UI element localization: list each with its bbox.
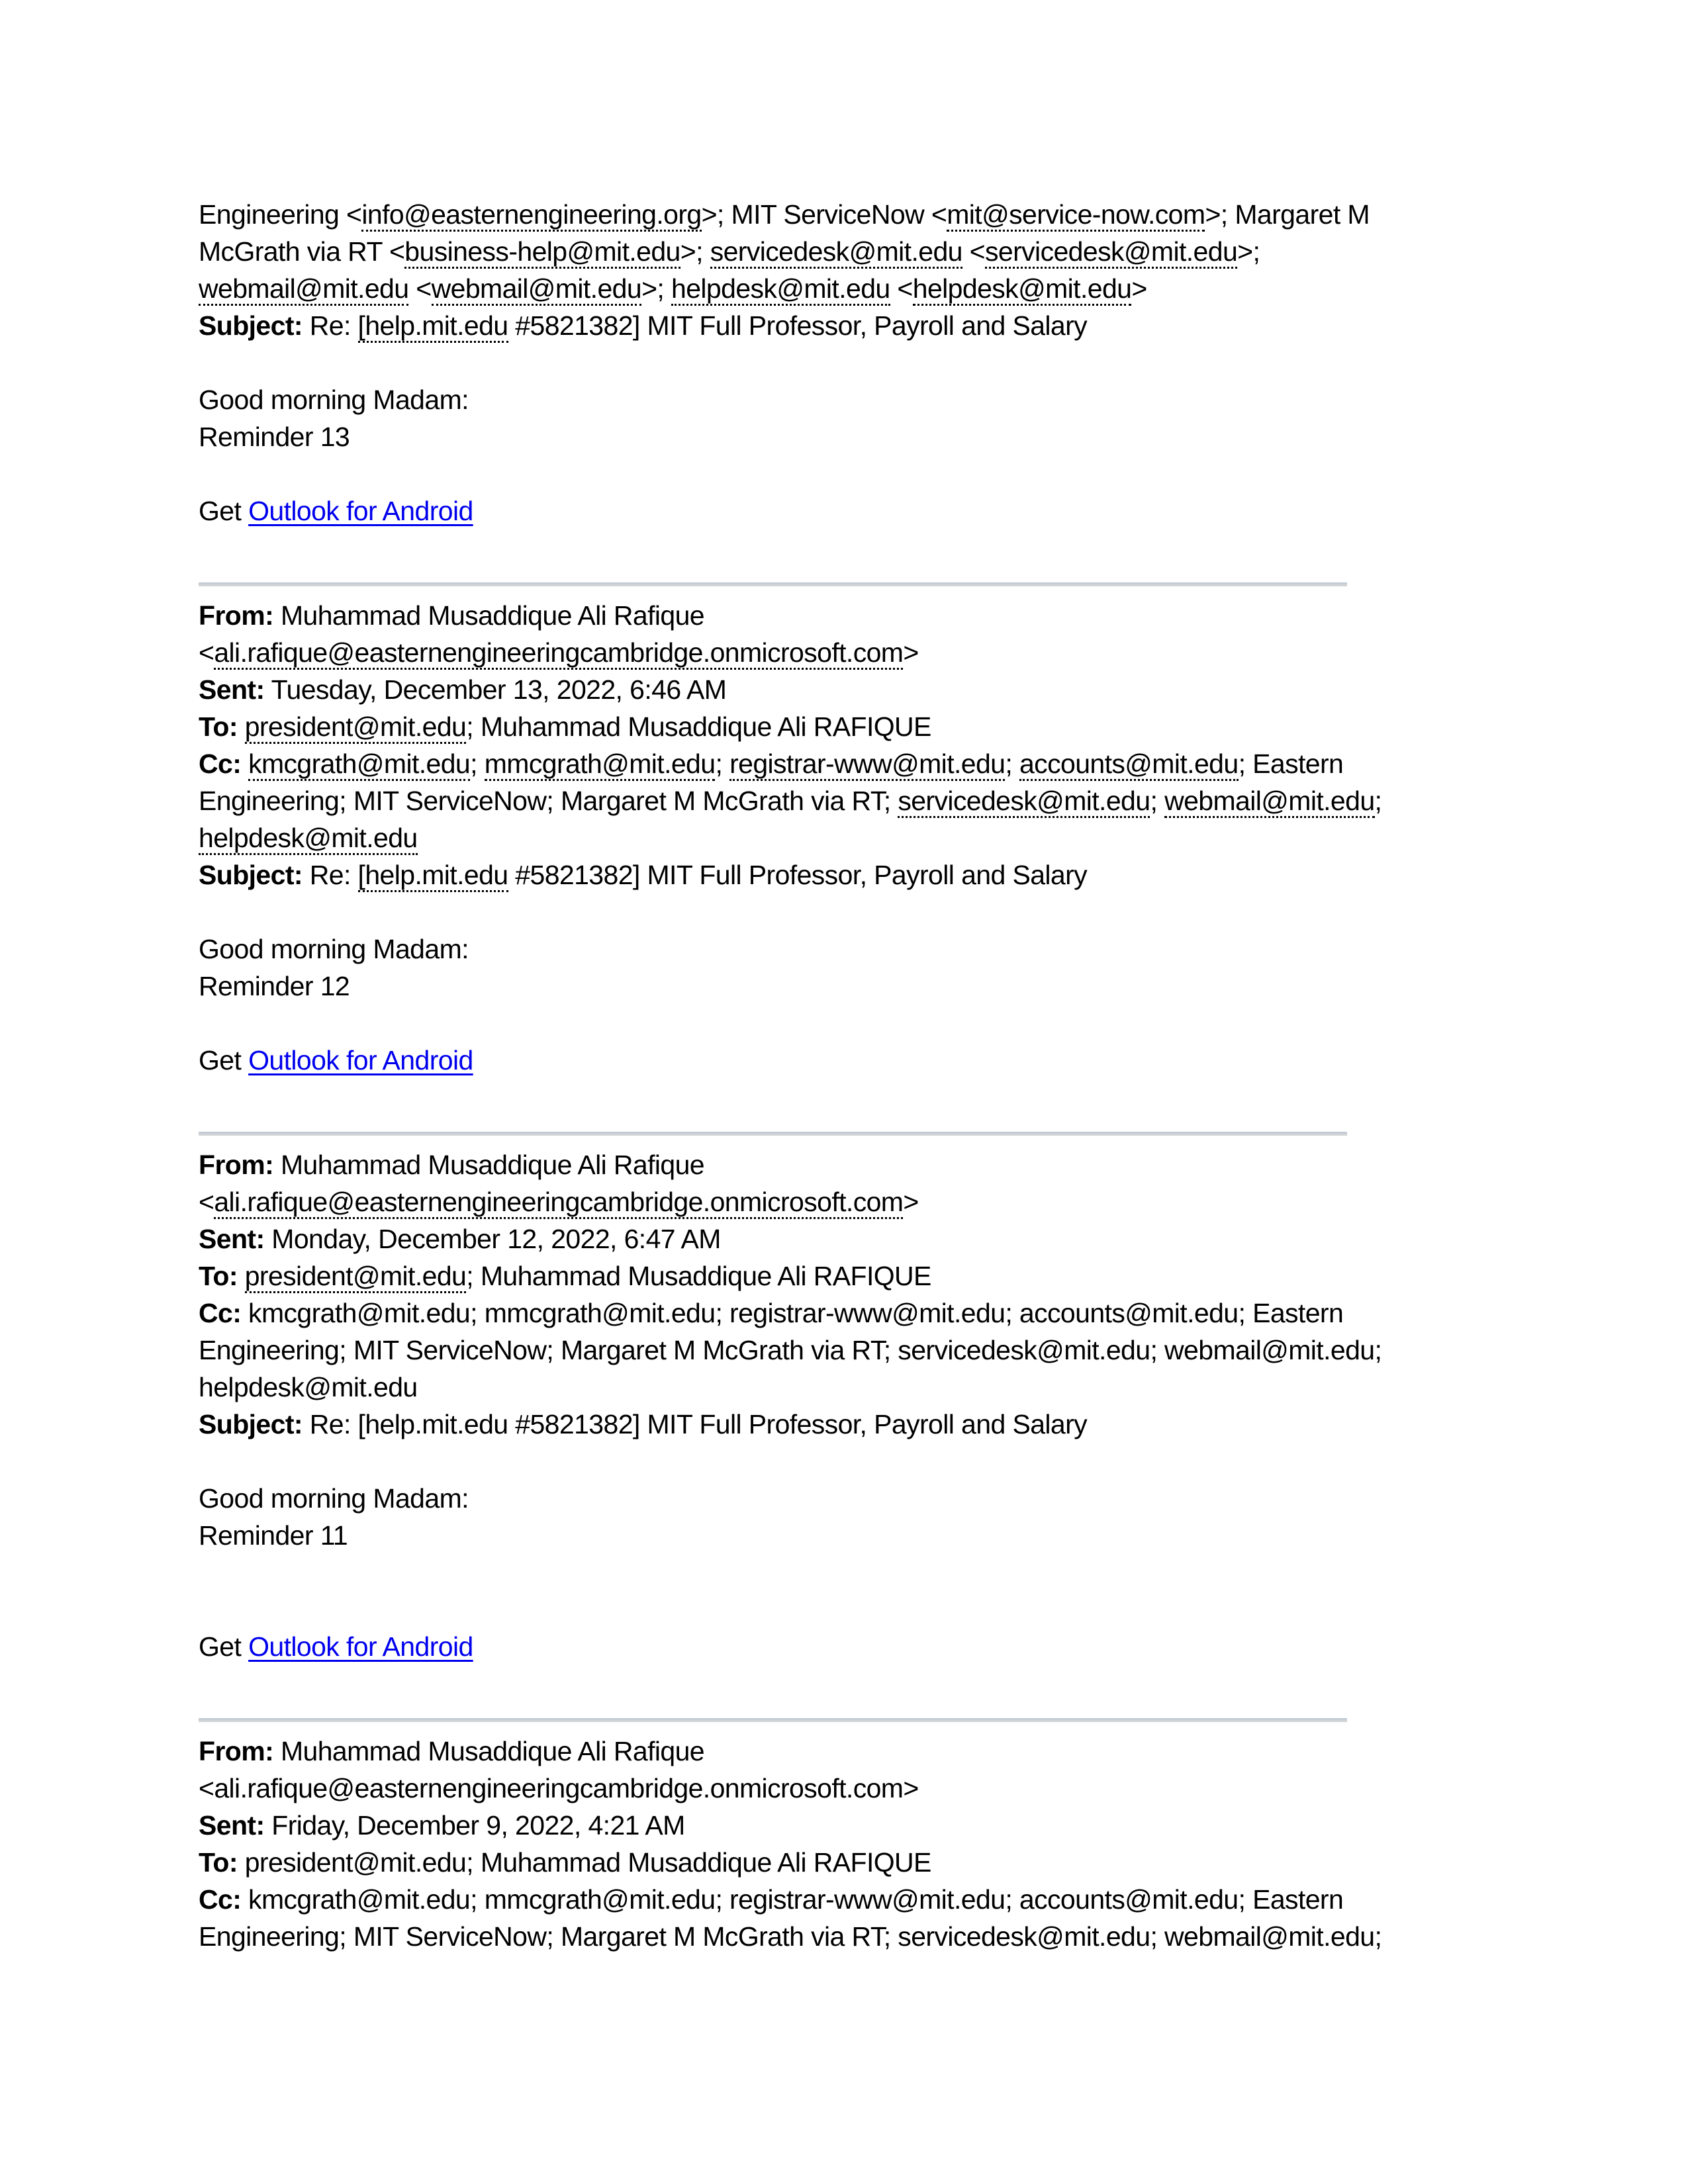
cc-block xyxy=(199,1881,1489,1955)
quoted-email-1 xyxy=(199,529,1489,1079)
text-segment xyxy=(238,711,245,742)
email-address[interactable]: [help.mit.edu xyxy=(358,860,508,892)
from-email-line: <ali.rafique@easternengineeringcambridge.onmicrosoft.com> xyxy=(199,1773,919,1803)
text-segment xyxy=(238,1261,245,1291)
text-segment: > xyxy=(1131,273,1147,304)
to-line xyxy=(199,1844,1489,1881)
email-address[interactable]: servicedesk@mit.edu xyxy=(985,236,1237,269)
to-value xyxy=(238,711,931,744)
sent-line xyxy=(199,671,1489,708)
email-address[interactable]: kmcgrath@mit.edu xyxy=(248,749,470,781)
sent-line xyxy=(199,1807,1489,1844)
signature-prefix: Get xyxy=(199,1045,249,1075)
text-segment: #5821382] MIT Full Professor, Payroll and Salary xyxy=(508,310,1088,341)
text-segment: ; xyxy=(1374,786,1382,816)
from-email-line: <ali.rafique@easternengineeringcambridge.onmicrosoft.com> xyxy=(199,634,1489,671)
signature-line xyxy=(199,1628,1489,1665)
text-segment: >; xyxy=(641,273,672,304)
email-separator xyxy=(199,1132,1347,1136)
from-name: Muhammad Musaddique Ali Rafique xyxy=(273,600,704,631)
email-address[interactable]: info@easternengineering.org xyxy=(361,199,701,232)
signature-line xyxy=(199,1042,1489,1079)
outlook-for-android-link[interactable]: Outlook for Android xyxy=(248,1631,473,1662)
text-segment: < xyxy=(890,273,913,304)
cc-block xyxy=(199,745,1489,856)
text-segment: >; Margaret M xyxy=(1205,199,1370,230)
subject-line xyxy=(199,1406,1489,1443)
email-header-continuation xyxy=(199,196,1489,344)
text-segment: < xyxy=(408,273,432,304)
email-address[interactable]: president@mit.edu xyxy=(245,711,467,744)
quoted-email-2 xyxy=(199,1079,1489,1665)
email-address[interactable]: servicedesk@mit.edu xyxy=(898,786,1150,818)
text-segment: #5821382] MIT Full Professor, Payroll and Salary xyxy=(508,860,1088,890)
text-segment: ; Muhammad Musaddique Ali RAFIQUE xyxy=(466,1261,931,1291)
email-address[interactable]: business-help@mit.edu xyxy=(404,236,680,269)
email-separator xyxy=(199,582,1347,586)
email-address[interactable]: webmail@mit.edu xyxy=(1164,786,1374,818)
sent-label: Sent: xyxy=(199,674,265,705)
text-segment: president@mit.edu; Muhammad Musaddique Ali RAFIQUE xyxy=(237,1847,931,1878)
cc-block xyxy=(199,1295,1489,1406)
greeting: Good morning Madam: xyxy=(199,385,469,415)
to-line xyxy=(199,1257,1489,1295)
email-address[interactable]: [help.mit.edu xyxy=(358,310,508,343)
email-address[interactable]: helpdesk@mit.edu xyxy=(671,273,890,306)
to-label: To: xyxy=(199,711,238,742)
to-label: To: xyxy=(199,1261,238,1291)
cc-label: Cc: xyxy=(199,749,242,779)
subject-label: Subject: xyxy=(199,310,303,341)
text-segment: ; xyxy=(1150,786,1165,816)
text-segment: ; xyxy=(1005,749,1019,779)
cc-line xyxy=(199,782,1489,819)
subject-line xyxy=(199,856,1489,893)
cc-label: Cc: xyxy=(199,1884,242,1915)
text-segment: >; xyxy=(680,236,710,267)
text-segment: Re: xyxy=(302,310,358,341)
email-address[interactable]: accounts@mit.edu xyxy=(1019,749,1239,781)
text-segment: Engineering; MIT ServiceNow; Margaret M McGrath via RT; servicedesk@mit.edu; webmail@mit.edu; xyxy=(199,1335,1382,1365)
sent-line xyxy=(199,1220,1489,1257)
cc-line xyxy=(199,1369,1489,1406)
text-segment: Re: xyxy=(302,860,358,890)
text-segment: >; xyxy=(1237,236,1260,267)
from-line xyxy=(199,1733,1489,1770)
recipients-line-1 xyxy=(199,196,1489,233)
text-segment: Engineering < xyxy=(199,199,362,230)
recipients-line-2 xyxy=(199,233,1489,270)
to-value xyxy=(238,1261,931,1293)
from-label: From: xyxy=(199,1150,274,1180)
email-address[interactable]: webmail@mit.edu xyxy=(432,273,641,306)
spacer xyxy=(199,1005,1489,1042)
greeting: Good morning Madam: xyxy=(199,1483,469,1514)
email-address[interactable]: mmcgrath@mit.edu xyxy=(485,749,716,781)
from-label: From: xyxy=(199,600,274,631)
email-thread-page xyxy=(199,196,1489,1955)
spacer xyxy=(199,893,1489,931)
sent-value: Monday, December 12, 2022, 6:47 AM xyxy=(264,1224,721,1254)
subject-label: Subject: xyxy=(199,860,303,890)
quoted-email-3 xyxy=(199,1665,1489,1955)
quoted-emails xyxy=(199,529,1489,1955)
recipients-line-3 xyxy=(199,270,1489,307)
message-body: Reminder 13 xyxy=(199,422,350,452)
cc-line xyxy=(199,1918,1489,1955)
subject-line xyxy=(199,307,1489,344)
to-label: To: xyxy=(199,1847,238,1878)
from-label: From: xyxy=(199,1736,274,1766)
text-segment: ; xyxy=(470,749,485,779)
from-email[interactable]: ali.rafique@easternengineeringcambridge.onmicrosoft.com xyxy=(214,1187,903,1219)
text-segment: helpdesk@mit.edu xyxy=(199,1372,418,1402)
email-separator xyxy=(199,1718,1347,1722)
from-email[interactable]: ali.rafique@easternengineeringcambridge.onmicrosoft.com xyxy=(214,1773,904,1803)
sent-label: Sent: xyxy=(199,1810,265,1841)
from-name: Muhammad Musaddique Ali Rafique xyxy=(273,1736,704,1766)
text-segment xyxy=(241,749,248,779)
email-address[interactable]: helpdesk@mit.edu xyxy=(199,823,418,855)
cc-label: Cc: xyxy=(199,1298,242,1328)
from-line xyxy=(199,1146,1489,1183)
subject-label: Subject: xyxy=(199,1409,303,1439)
from-line xyxy=(199,597,1489,634)
spacer xyxy=(199,1554,1489,1628)
signature-prefix: Get xyxy=(199,496,249,526)
message-body: Reminder 12 xyxy=(199,971,350,1001)
email-address[interactable]: helpdesk@mit.edu xyxy=(913,273,1132,306)
signature-line xyxy=(199,492,1489,529)
email-address[interactable]: president@mit.edu xyxy=(245,1261,467,1293)
spacer xyxy=(199,1443,1489,1480)
text-segment: kmcgrath@mit.edu; mmcgrath@mit.edu; registrar-www@mit.edu; accounts@mit.edu; Eastern xyxy=(241,1884,1344,1915)
outlook-for-android-link[interactable]: Outlook for Android xyxy=(248,496,473,526)
email-address[interactable]: registrar-www@mit.edu xyxy=(729,749,1005,781)
email-address[interactable]: webmail@mit.edu xyxy=(199,273,408,306)
signature-prefix: Get xyxy=(199,1631,249,1662)
text-segment: >; MIT ServiceNow < xyxy=(701,199,947,230)
text-segment: kmcgrath@mit.edu; mmcgrath@mit.edu; registrar-www@mit.edu; accounts@mit.edu; Eastern xyxy=(241,1298,1344,1328)
text-segment: Re: [help.mit.edu #5821382] MIT Full Professor, Payroll and Salary xyxy=(302,1409,1088,1439)
message-body: Reminder 11 xyxy=(199,1520,348,1551)
cc-line xyxy=(199,1881,1489,1918)
cc-line xyxy=(199,1332,1489,1369)
text-segment: ; Eastern xyxy=(1238,749,1344,779)
cc-line xyxy=(199,745,1489,782)
cc-line xyxy=(199,819,1489,856)
cc-line xyxy=(199,1295,1489,1332)
subject-value xyxy=(303,310,1087,343)
from-name: Muhammad Musaddique Ali Rafique xyxy=(273,1150,704,1180)
sent-value: Tuesday, December 13, 2022, 6:46 AM xyxy=(264,674,727,705)
to-value xyxy=(238,1847,931,1878)
text-segment: < xyxy=(962,236,985,267)
email-address[interactable]: servicedesk@mit.edu xyxy=(710,236,962,269)
sent-label: Sent: xyxy=(199,1224,265,1254)
text-segment: ; xyxy=(715,749,730,779)
text-segment: ; Muhammad Musaddique Ali RAFIQUE xyxy=(466,711,931,742)
text-segment: McGrath via RT < xyxy=(199,236,405,267)
email-address[interactable]: mit@service-now.com xyxy=(947,199,1205,232)
outlook-for-android-link[interactable]: Outlook for Android xyxy=(248,1045,473,1075)
text-segment: Engineering; MIT ServiceNow; Margaret M McGrath via RT; xyxy=(199,786,898,816)
sent-value: Friday, December 9, 2022, 4:21 AM xyxy=(264,1810,685,1841)
from-email-line: <ali.rafique@easternengineeringcambridge.onmicrosoft.com> xyxy=(199,1183,1489,1220)
from-email[interactable]: ali.rafique@easternengineeringcambridge.onmicrosoft.com xyxy=(214,637,903,670)
to-line xyxy=(199,708,1489,745)
text-segment: Engineering; MIT ServiceNow; Margaret M McGrath via RT; servicedesk@mit.edu; webmail@mit.edu; xyxy=(199,1921,1382,1952)
greeting: Good morning Madam: xyxy=(199,934,469,964)
